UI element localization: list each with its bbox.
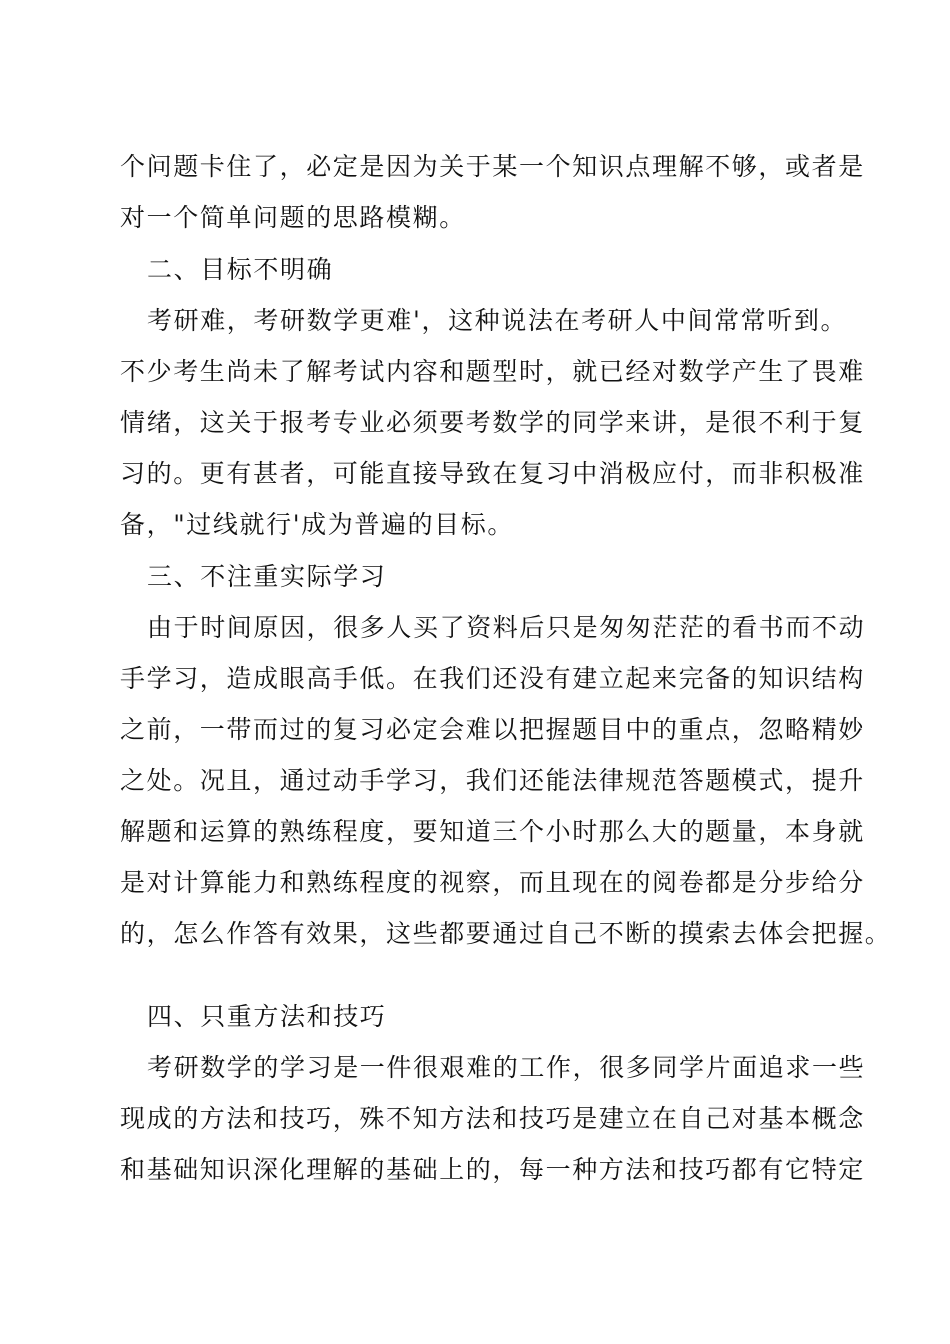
paragraph-line: 不少考生尚未了解考试内容和题型时，就已经对数学产生了畏难: [120, 357, 865, 386]
paragraph-line: 情绪，这关于报考专业必须要考数学的同学来讲，是很不利于复: [120, 408, 865, 437]
paragraph-line: 考研难，考研数学更难'，这种说法在考研人中间常常听到。: [147, 306, 848, 335]
paragraph-line: 对一个简单问题的思路模糊。: [120, 203, 466, 232]
section-heading: 四、只重方法和技巧: [147, 1002, 387, 1031]
paragraph-line: 备，"过线就行'成为普遍的目标。: [120, 510, 514, 539]
paragraph-line: 之处。况且，通过动手学习，我们还能法律规范答题模式，提升: [120, 766, 865, 795]
paragraph-line: 解题和运算的熟练程度，要知道三个小时那么大的题量，本身就: [120, 817, 865, 846]
paragraph-line: 的，怎么作答有效果，这些都要通过自己不断的摸索去体会把握。: [120, 919, 892, 948]
paragraph-line: 由于时间原因，很多人买了资料后只是匆匆茫茫的看书而不动: [147, 613, 866, 642]
paragraph-line: 考研数学的学习是一件很艰难的工作，很多同学片面追求一些: [147, 1053, 866, 1082]
paragraph-line: 手学习，造成眼高手低。在我们还没有建立起来完备的知识结构: [120, 664, 865, 693]
section-heading: 二、目标不明确: [147, 255, 334, 284]
paragraph-line: 现成的方法和技巧，殊不知方法和技巧是建立在自己对基本概念: [120, 1104, 865, 1133]
paragraph-line: 个问题卡住了，必定是因为关于某一个知识点理解不够，或者是: [120, 152, 865, 181]
paragraph-line: 习的。更有甚者，可能直接导致在复习中消极应付，而非积极准: [120, 459, 865, 488]
paragraph-line: 之前，一带而过的复习必定会难以把握题目中的重点，忽略精妙: [120, 715, 865, 744]
paragraph-line: 和基础知识深化理解的基础上的，每一种方法和技巧都有它特定: [120, 1155, 865, 1184]
section-heading: 三、不注重实际学习: [147, 562, 387, 591]
paragraph-line: 是对计算能力和熟练程度的视察，而且现在的阅卷都是分步给分: [120, 868, 865, 897]
